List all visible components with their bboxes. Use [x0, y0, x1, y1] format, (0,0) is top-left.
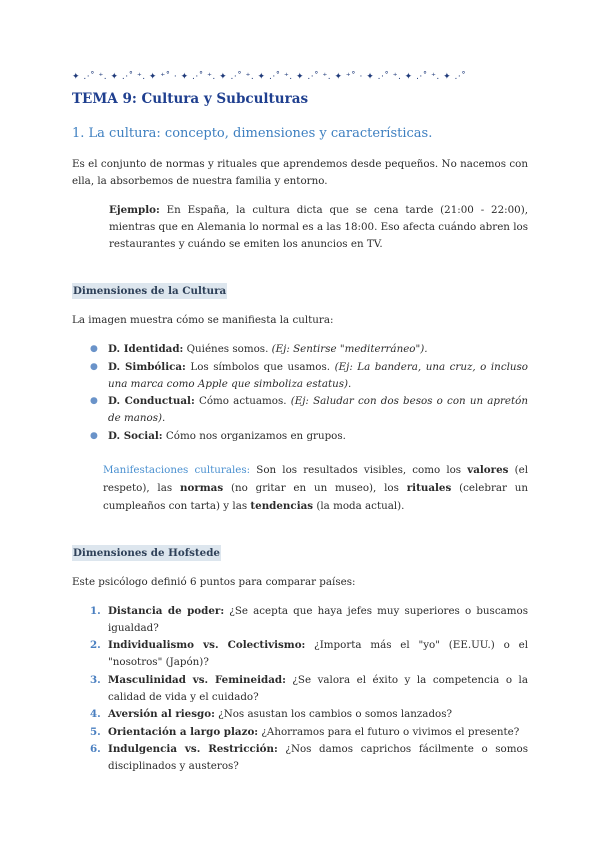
- decorative-star-border: ✦ .·˚ ⁺. ✦ .·˚ ⁺. ✦ ⁺˚ · ✦ .·˚ ⁺. ✦ .·˚ ⁺. ✦ .·˚ ⁺. ✦ .·˚ ⁺. ✦ ⁺˚ · ✦ .·˚ ⁺. ✦ .·˚ ⁺. ✦ .·˚: [72, 72, 467, 82]
- item-label: Orientación a largo plazo:: [108, 725, 259, 738]
- bold-term: normas: [179, 481, 224, 494]
- item-text: Cómo actuamos.: [194, 395, 291, 407]
- cultural-manifestations: [103, 461, 528, 515]
- item-text: ¿Se valora el éxito y la competencia o la calidad de vida y el cuidado?: [108, 673, 528, 703]
- item-text: ¿Se acepta que haya jefes muy superiores o buscamos igualdad?: [108, 604, 528, 634]
- item-label: Aversión al riesgo:: [108, 708, 215, 720]
- example-label: Ejemplo:: [109, 204, 160, 216]
- item-label: Individualismo vs. Colectivismo:: [108, 639, 306, 651]
- item-example: (Ej: La bandera, una cruz, o incluso una marca como Apple que simboliza estatus).: [108, 360, 528, 390]
- text: Son los resultados visibles, como los: [250, 463, 468, 476]
- item-text: ¿Nos asustan los cambios o somos lanzados?: [214, 708, 453, 720]
- text: (el respeto), las: [103, 463, 528, 494]
- list-item: [72, 706, 528, 723]
- item-number: 5.: [90, 725, 101, 738]
- item-text: Los símbolos que usamos.: [185, 360, 335, 373]
- item-text: Quiénes somos.: [183, 343, 272, 355]
- dimension-list: [72, 341, 528, 445]
- example-text: En España, la cultura dicta que se cena tarde (21:00 - 22:00), mientras que en Alemania lo normal es a las 18:00. Eso afecta cuándo abren los restaurantes y cuándo se emiten los anuncios en TV.: [109, 204, 528, 250]
- list-item: [72, 724, 528, 741]
- bold-term: tendencias: [250, 499, 314, 512]
- item-text: ¿Nos damos caprichos fácilmente o somos disciplinados y austeros?: [108, 743, 528, 772]
- item-number: 6.: [90, 743, 101, 755]
- hofstede-section: [72, 541, 528, 776]
- subsection-heading: Dimensiones de la Cultura: [73, 285, 227, 297]
- bullet-icon: ●: [90, 344, 98, 354]
- manifestations-label: Manifestaciones culturales:: [103, 463, 251, 476]
- subsection-intro: La imagen muestra cómo se manifiesta la cultura:: [72, 314, 334, 326]
- item-label: Indulgencia vs. Restricción:: [108, 743, 278, 755]
- page-title: TEMA 9: Cultura y Subculturas: [72, 91, 309, 107]
- list-item: [72, 603, 528, 637]
- document-page: [72, 70, 528, 776]
- culture-definition: Es el conjunto de normas y rituales que aprendemos desde pequeños. No nacemos con ella, la absorbemos de nuestra familia y entorno.: [72, 158, 528, 187]
- bullet-icon: ●: [90, 396, 98, 406]
- item-label: Distancia de poder:: [108, 604, 225, 617]
- text: (la moda actual).: [313, 499, 405, 512]
- list-item: [72, 428, 528, 445]
- list-item: [72, 341, 528, 358]
- bold-term: rituales: [406, 481, 452, 494]
- list-item: [72, 637, 528, 671]
- item-number: 1.: [90, 604, 101, 617]
- list-item: [72, 359, 528, 393]
- item-number: 4.: [90, 708, 101, 720]
- item-label: D. Conductual:: [108, 395, 195, 407]
- section-heading: 1. La cultura: concepto, dimensiones y características.: [72, 126, 433, 141]
- item-label: Masculinidad vs. Femineidad:: [108, 673, 286, 686]
- bold-term: valores: [467, 463, 509, 476]
- item-example: (Ej: Sentirse "mediterráneo").: [271, 343, 428, 355]
- item-label: D. Simbólica:: [108, 360, 186, 373]
- culture-dimensions-section: [72, 279, 528, 515]
- text: (celebrar un cumpleaños con tarta) y las: [103, 481, 529, 512]
- text: (no gritar en un museo), los: [223, 481, 407, 494]
- item-label: D. Identidad:: [108, 343, 184, 355]
- item-number: 2.: [90, 639, 101, 651]
- item-text: ¿Importa más el "yo" (EE.UU.) o el "nosotros" (Japón)?: [108, 639, 528, 668]
- list-item: [72, 741, 528, 775]
- item-label: D. Social:: [108, 429, 163, 442]
- item-text: Cómo nos organizamos en grupos.: [162, 429, 346, 442]
- hofstede-list: [72, 603, 528, 776]
- item-text: ¿Ahorramos para el futuro o vivimos el presente?: [258, 725, 520, 738]
- list-item: [72, 393, 528, 427]
- item-number: 3.: [90, 673, 101, 686]
- bullet-icon: ●: [90, 430, 98, 441]
- item-example: (Ej: Saludar con dos besos o con un apretón de manos).: [108, 395, 528, 424]
- list-item: [72, 672, 528, 706]
- bullet-icon: ●: [90, 361, 98, 372]
- subsection-intro: Este psicólogo definió 6 puntos para comparar países:: [72, 575, 356, 588]
- example-paragraph: [109, 202, 528, 253]
- subsection-heading: Dimensiones de Hofstede: [73, 546, 220, 559]
